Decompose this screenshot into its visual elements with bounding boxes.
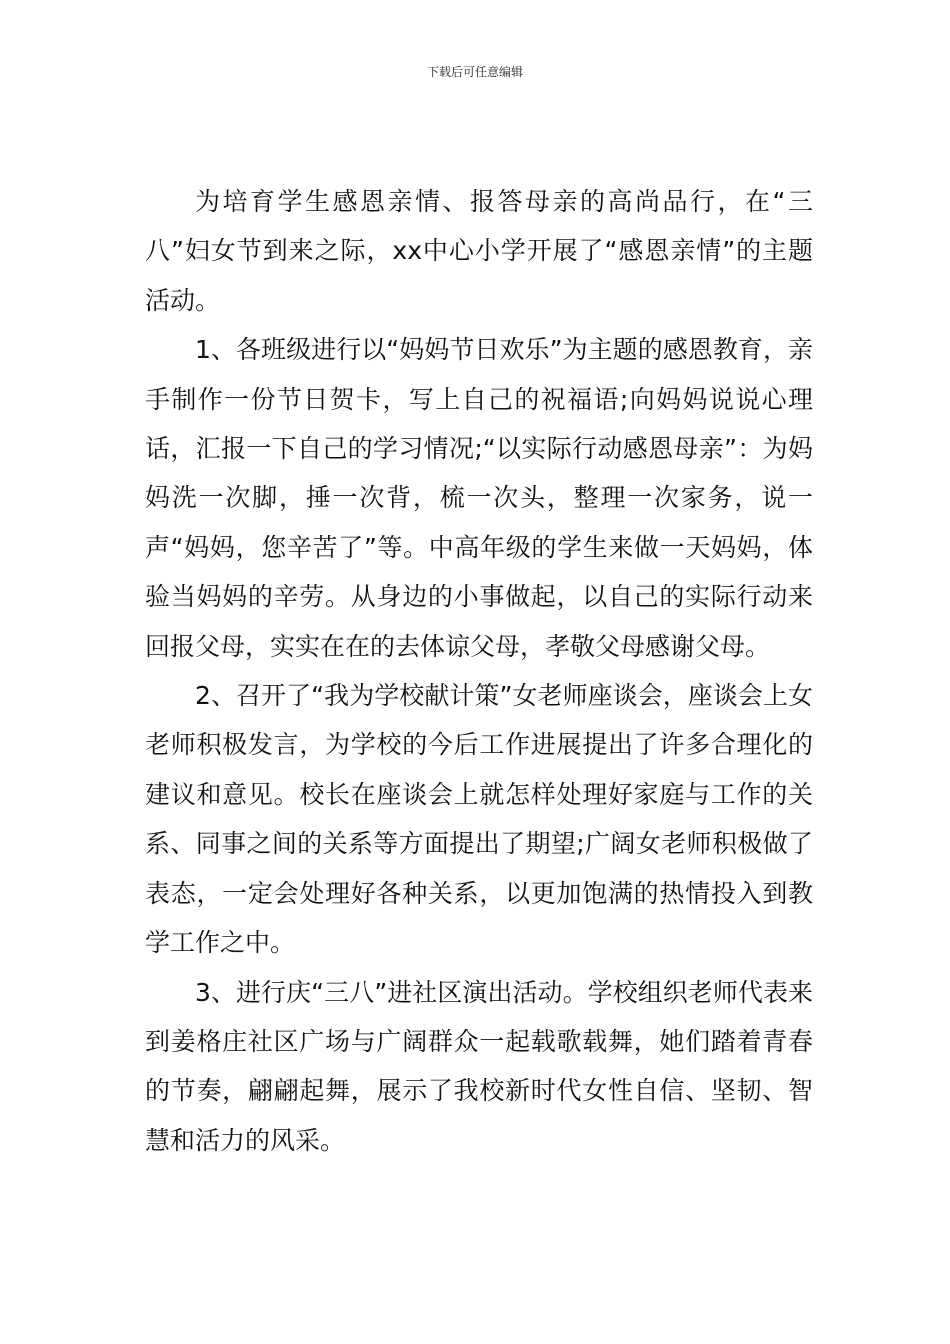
document-body bbox=[145, 177, 813, 1165]
paragraph-intro: 为培育学生感恩亲情、报答母亲的高尚品行，在“三八”妇女节到来之际，xx中心小学开展了“感恩亲情”的主题活动。 bbox=[145, 187, 813, 315]
paragraph-item-1: 1、各班级进行以“妈妈节日欢乐”为主题的感恩教育，亲手制作一份节日贺卡，写上自己的祝福语;向妈妈说说心理话，汇报一下自己的学习情况;“以实际行动感恩母亲”：为妈妈洗一次脚，捶一次背，梳一次头，整理一次家务，说一声“妈妈，您辛苦了”等。中高年级的学生来做一天妈妈，体验当妈妈的辛劳。从身边的小事做起，以自己的实际行动来回报父母，实实在在的去体谅父母，孝敬父母感谢父母。 bbox=[145, 335, 813, 661]
page-header: 下载后可任意编辑 bbox=[426, 65, 523, 79]
paragraph-item-2: 2、召开了“我为学校献计策”女老师座谈会，座谈会上女老师积极发言，为学校的今后工作进展提出了许多合理化的建议和意见。校长在座谈会上就怎样处理好家庭与工作的关系、同事之间的关系等方面提出了期望;广阔女老师积极做了表态，一定会处理好各种关系，以更加饱满的热情投入到教学工作之中。 bbox=[145, 681, 813, 958]
paragraph-item-3: 3、进行庆“三八”进社区演出活动。学校组织老师代表来到姜格庄社区广场与广阔群众一起载歌载舞，她们踏着青春的节奏，翩翩起舞，展示了我校新时代女性自信、坚韧、智慧和活力的风采。 bbox=[145, 977, 813, 1155]
